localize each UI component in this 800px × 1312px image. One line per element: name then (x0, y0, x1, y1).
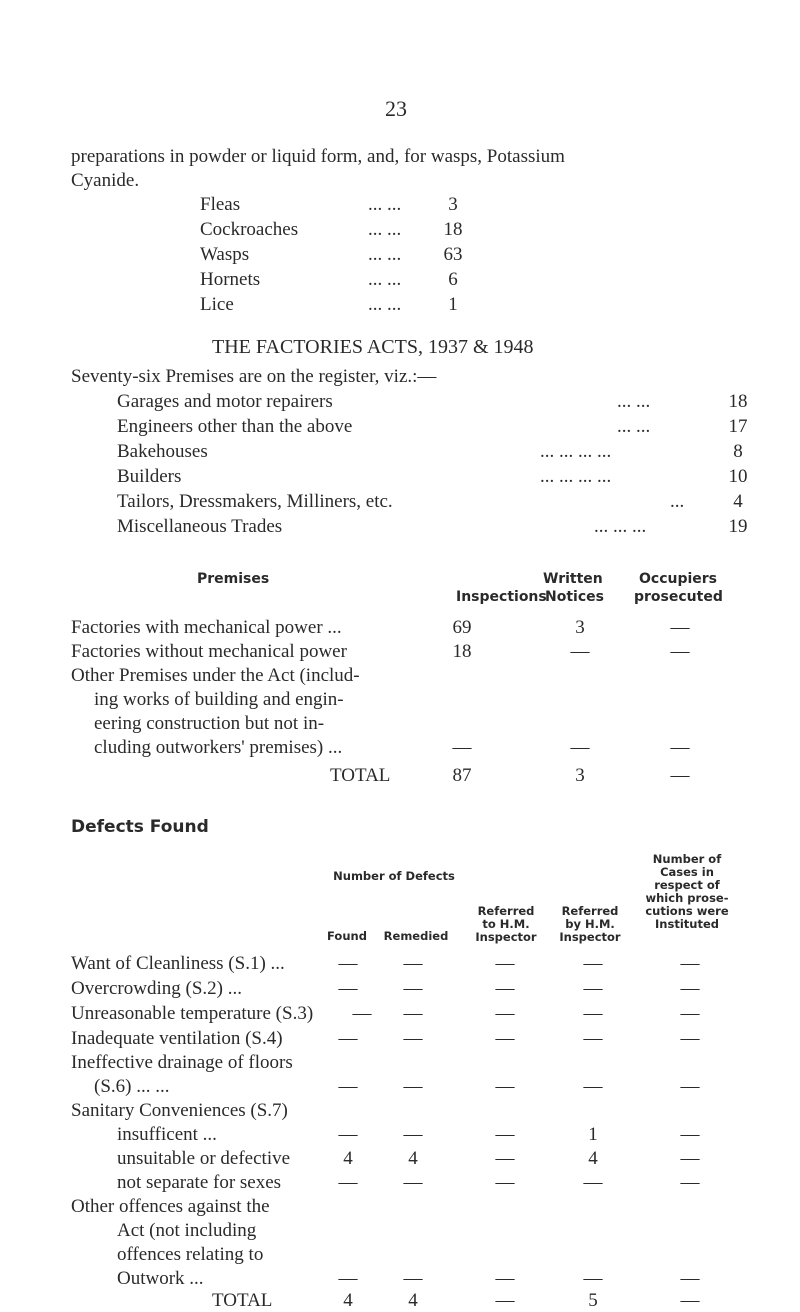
register-label: Builders (117, 466, 182, 487)
defect-row-label: Want of Cleanliness (S.1) ... (71, 953, 285, 974)
hdr-referred-by-3: Inspector (559, 930, 621, 944)
hdr-remedied: Remedied (383, 929, 449, 943)
defect-remedied: — (403, 1172, 423, 1193)
register-label: Garages and motor repairers (117, 391, 333, 412)
premises-total-inspections: 87 (452, 765, 472, 786)
pest-value: 18 (443, 219, 463, 240)
defect-row-label-line: insufficent ... (117, 1124, 217, 1145)
defect-referred-to: — (495, 1124, 515, 1145)
defect-cases: — (680, 1028, 700, 1049)
pest-dots: ... ... (368, 219, 402, 240)
premises-row-label: Factories without mechanical power (71, 641, 347, 662)
defect-cases: — (680, 1124, 700, 1145)
premises-inspections: — (452, 737, 472, 758)
premises-row-label-line: cluding outworkers' premises) ... (94, 737, 343, 758)
defect-referred-to: — (495, 1268, 515, 1289)
defect-remedied: — (403, 1268, 423, 1289)
premises-total-notices: 3 (575, 765, 585, 786)
register-dots: ... ... ... ... (540, 466, 612, 487)
hdr-referred-by-1: Referred (561, 904, 619, 918)
premises-total-label: TOTAL (330, 765, 391, 786)
premises-prosecuted: — (670, 641, 690, 662)
defects-total-referred-to: — (495, 1290, 515, 1311)
hdr-cases-1: Number of (652, 852, 722, 866)
defect-row-label-line: (S.6) ... ... (94, 1076, 170, 1097)
premises-row-label-line: Other Premises under the Act (includ- (71, 665, 360, 686)
defect-found: — (338, 1076, 358, 1097)
defect-referred-by: — (583, 978, 603, 999)
premises-row-label-line: ing works of building and engin- (94, 689, 344, 710)
intro-line-1: preparations in powder or liquid form, and, for wasps, Potassium (71, 146, 565, 167)
defect-found: — (338, 953, 358, 974)
col-notices-header: Notices (545, 589, 604, 605)
defect-referred-to: — (495, 978, 515, 999)
defect-found: — (338, 1124, 358, 1145)
col-occupiers-header: Occupiers (639, 571, 718, 587)
defect-cases: — (680, 1268, 700, 1289)
defect-remedied: — (403, 1124, 423, 1145)
defect-remedied: — (403, 953, 423, 974)
register-dots: ... ... ... ... (540, 441, 612, 462)
defect-cases: — (680, 1076, 700, 1097)
defect-remedied: — (403, 978, 423, 999)
defect-referred-to: — (495, 1148, 515, 1169)
pest-dots: ... ... (368, 244, 402, 265)
defect-row-label: Overcrowding (S.2) ... (71, 978, 242, 999)
defects-total-referred-by: 5 (588, 1290, 598, 1311)
premises-total-prosecuted: — (670, 765, 690, 786)
hdr-cases-6: Instituted (655, 917, 719, 931)
defect-referred-by: — (583, 1003, 603, 1024)
defect-found: — (338, 1172, 358, 1193)
register-dots: ... ... ... (594, 516, 647, 537)
defect-found: — (352, 1003, 372, 1024)
defect-row-label-line: Outwork ... (117, 1268, 204, 1289)
pest-dots: ... ... (368, 269, 402, 290)
hdr-cases-5: cutions were (645, 904, 729, 918)
defect-row-label: not separate for sexes (117, 1172, 282, 1193)
premises-notices: — (570, 641, 590, 662)
defect-referred-by: — (583, 1076, 603, 1097)
register-value: 8 (733, 441, 743, 462)
pest-label: Cockroaches (200, 219, 299, 240)
register-dots: ... ... (617, 391, 651, 412)
hdr-found: Found (327, 929, 367, 943)
defect-row-label: Inadequate ventilation (S.4) (71, 1028, 283, 1049)
col-prosecuted-header: prosecuted (634, 589, 723, 605)
defect-remedied: 4 (408, 1148, 418, 1169)
register-label: Miscellaneous Trades (117, 516, 283, 537)
defect-found: 4 (343, 1148, 353, 1169)
page-number: 23 (385, 96, 407, 121)
pest-label: Wasps (200, 244, 250, 265)
defect-cases: — (680, 1003, 700, 1024)
defect-referred-to: — (495, 953, 515, 974)
defect-found: — (338, 1028, 358, 1049)
defect-cases: — (680, 953, 700, 974)
factories-heading: THE FACTORIES ACTS, 1937 & 1948 (212, 336, 534, 358)
register-dots: ... (670, 491, 685, 512)
hdr-referred-by-2: by H.M. (565, 917, 615, 931)
defect-remedied: — (403, 1003, 423, 1024)
defects-total-remedied: 4 (408, 1290, 418, 1311)
register-intro: Seventy-six Premises are on the register, viz.:— (71, 366, 437, 387)
defect-referred-by: — (583, 1268, 603, 1289)
register-value: 17 (728, 416, 748, 437)
defect-referred-by: — (583, 953, 603, 974)
pest-value: 1 (448, 294, 458, 315)
pest-value: 63 (443, 244, 463, 265)
defect-row-label-line: Act (not including (117, 1220, 257, 1241)
pest-label: Lice (200, 294, 234, 315)
pest-label: Hornets (200, 269, 261, 290)
col-inspections-header: Inspections (456, 589, 547, 605)
defect-cases: — (680, 1172, 700, 1193)
defect-row-label-line: Sanitary Conveniences (S.7) (71, 1100, 288, 1121)
register-label: Engineers other than the above (117, 416, 353, 437)
defect-found: — (338, 1268, 358, 1289)
defect-remedied: — (403, 1028, 423, 1049)
hdr-cases-3: respect of (654, 878, 720, 892)
col-written-header: Written (543, 571, 603, 587)
premises-inspections: 18 (452, 641, 472, 662)
pest-dots: ... ... (368, 294, 402, 315)
col-premises-header: Premises (197, 571, 270, 587)
defect-referred-to: — (495, 1028, 515, 1049)
defect-referred-to: — (495, 1172, 515, 1193)
defects-total-cases: — (680, 1290, 700, 1311)
defect-cases: — (680, 978, 700, 999)
defect-referred-by: 1 (588, 1124, 598, 1145)
defect-row-label: unsuitable or defective (117, 1148, 291, 1169)
pest-value: 3 (448, 194, 458, 215)
premises-notices: — (570, 737, 590, 758)
intro-line-2: Cyanide. (71, 170, 140, 191)
defect-referred-by: 4 (588, 1148, 598, 1169)
premises-inspections: 69 (452, 617, 472, 638)
defect-row-label-line: offences relating to (117, 1244, 264, 1265)
pest-label: Fleas (200, 194, 241, 215)
register-value: 10 (728, 466, 748, 487)
premises-row-label: Factories with mechanical power ... (71, 617, 342, 638)
pest-value: 6 (448, 269, 458, 290)
premises-notices: 3 (575, 617, 585, 638)
defect-remedied: — (403, 1076, 423, 1097)
register-dots: ... ... (617, 416, 651, 437)
register-value: 19 (728, 516, 748, 537)
defect-cases: — (680, 1148, 700, 1169)
defect-referred-to: — (495, 1076, 515, 1097)
defect-referred-by: — (583, 1172, 603, 1193)
hdr-referred-to-1: Referred (477, 904, 535, 918)
premises-row-label-line: eering construction but not in- (94, 713, 325, 734)
pest-dots: ... ... (368, 194, 402, 215)
premises-prosecuted: — (670, 617, 690, 638)
defect-row-label-line: Other offences against the (71, 1196, 270, 1217)
defect-row-label: Unreasonable temperature (S.3) (71, 1003, 314, 1024)
register-value: 18 (728, 391, 748, 412)
defects-total-found: 4 (343, 1290, 353, 1311)
register-label: Bakehouses (117, 441, 208, 462)
defect-referred-to: — (495, 1003, 515, 1024)
register-value: 4 (733, 491, 743, 512)
defect-found: — (338, 978, 358, 999)
hdr-referred-to-3: Inspector (475, 930, 537, 944)
premises-prosecuted: — (670, 737, 690, 758)
defects-total-label: TOTAL (212, 1290, 273, 1311)
hdr-number-of-defects: Number of Defects (333, 869, 455, 883)
defect-row-label-line: Ineffective drainage of floors (71, 1052, 293, 1073)
defects-heading: Defects Found (71, 817, 209, 837)
hdr-cases-4: which prose- (645, 891, 729, 905)
register-label: Tailors, Dressmakers, Milliners, etc. (117, 491, 393, 512)
hdr-cases-2: Cases in (660, 865, 714, 879)
hdr-referred-to-2: to H.M. (482, 917, 530, 931)
defect-referred-by: — (583, 1028, 603, 1049)
